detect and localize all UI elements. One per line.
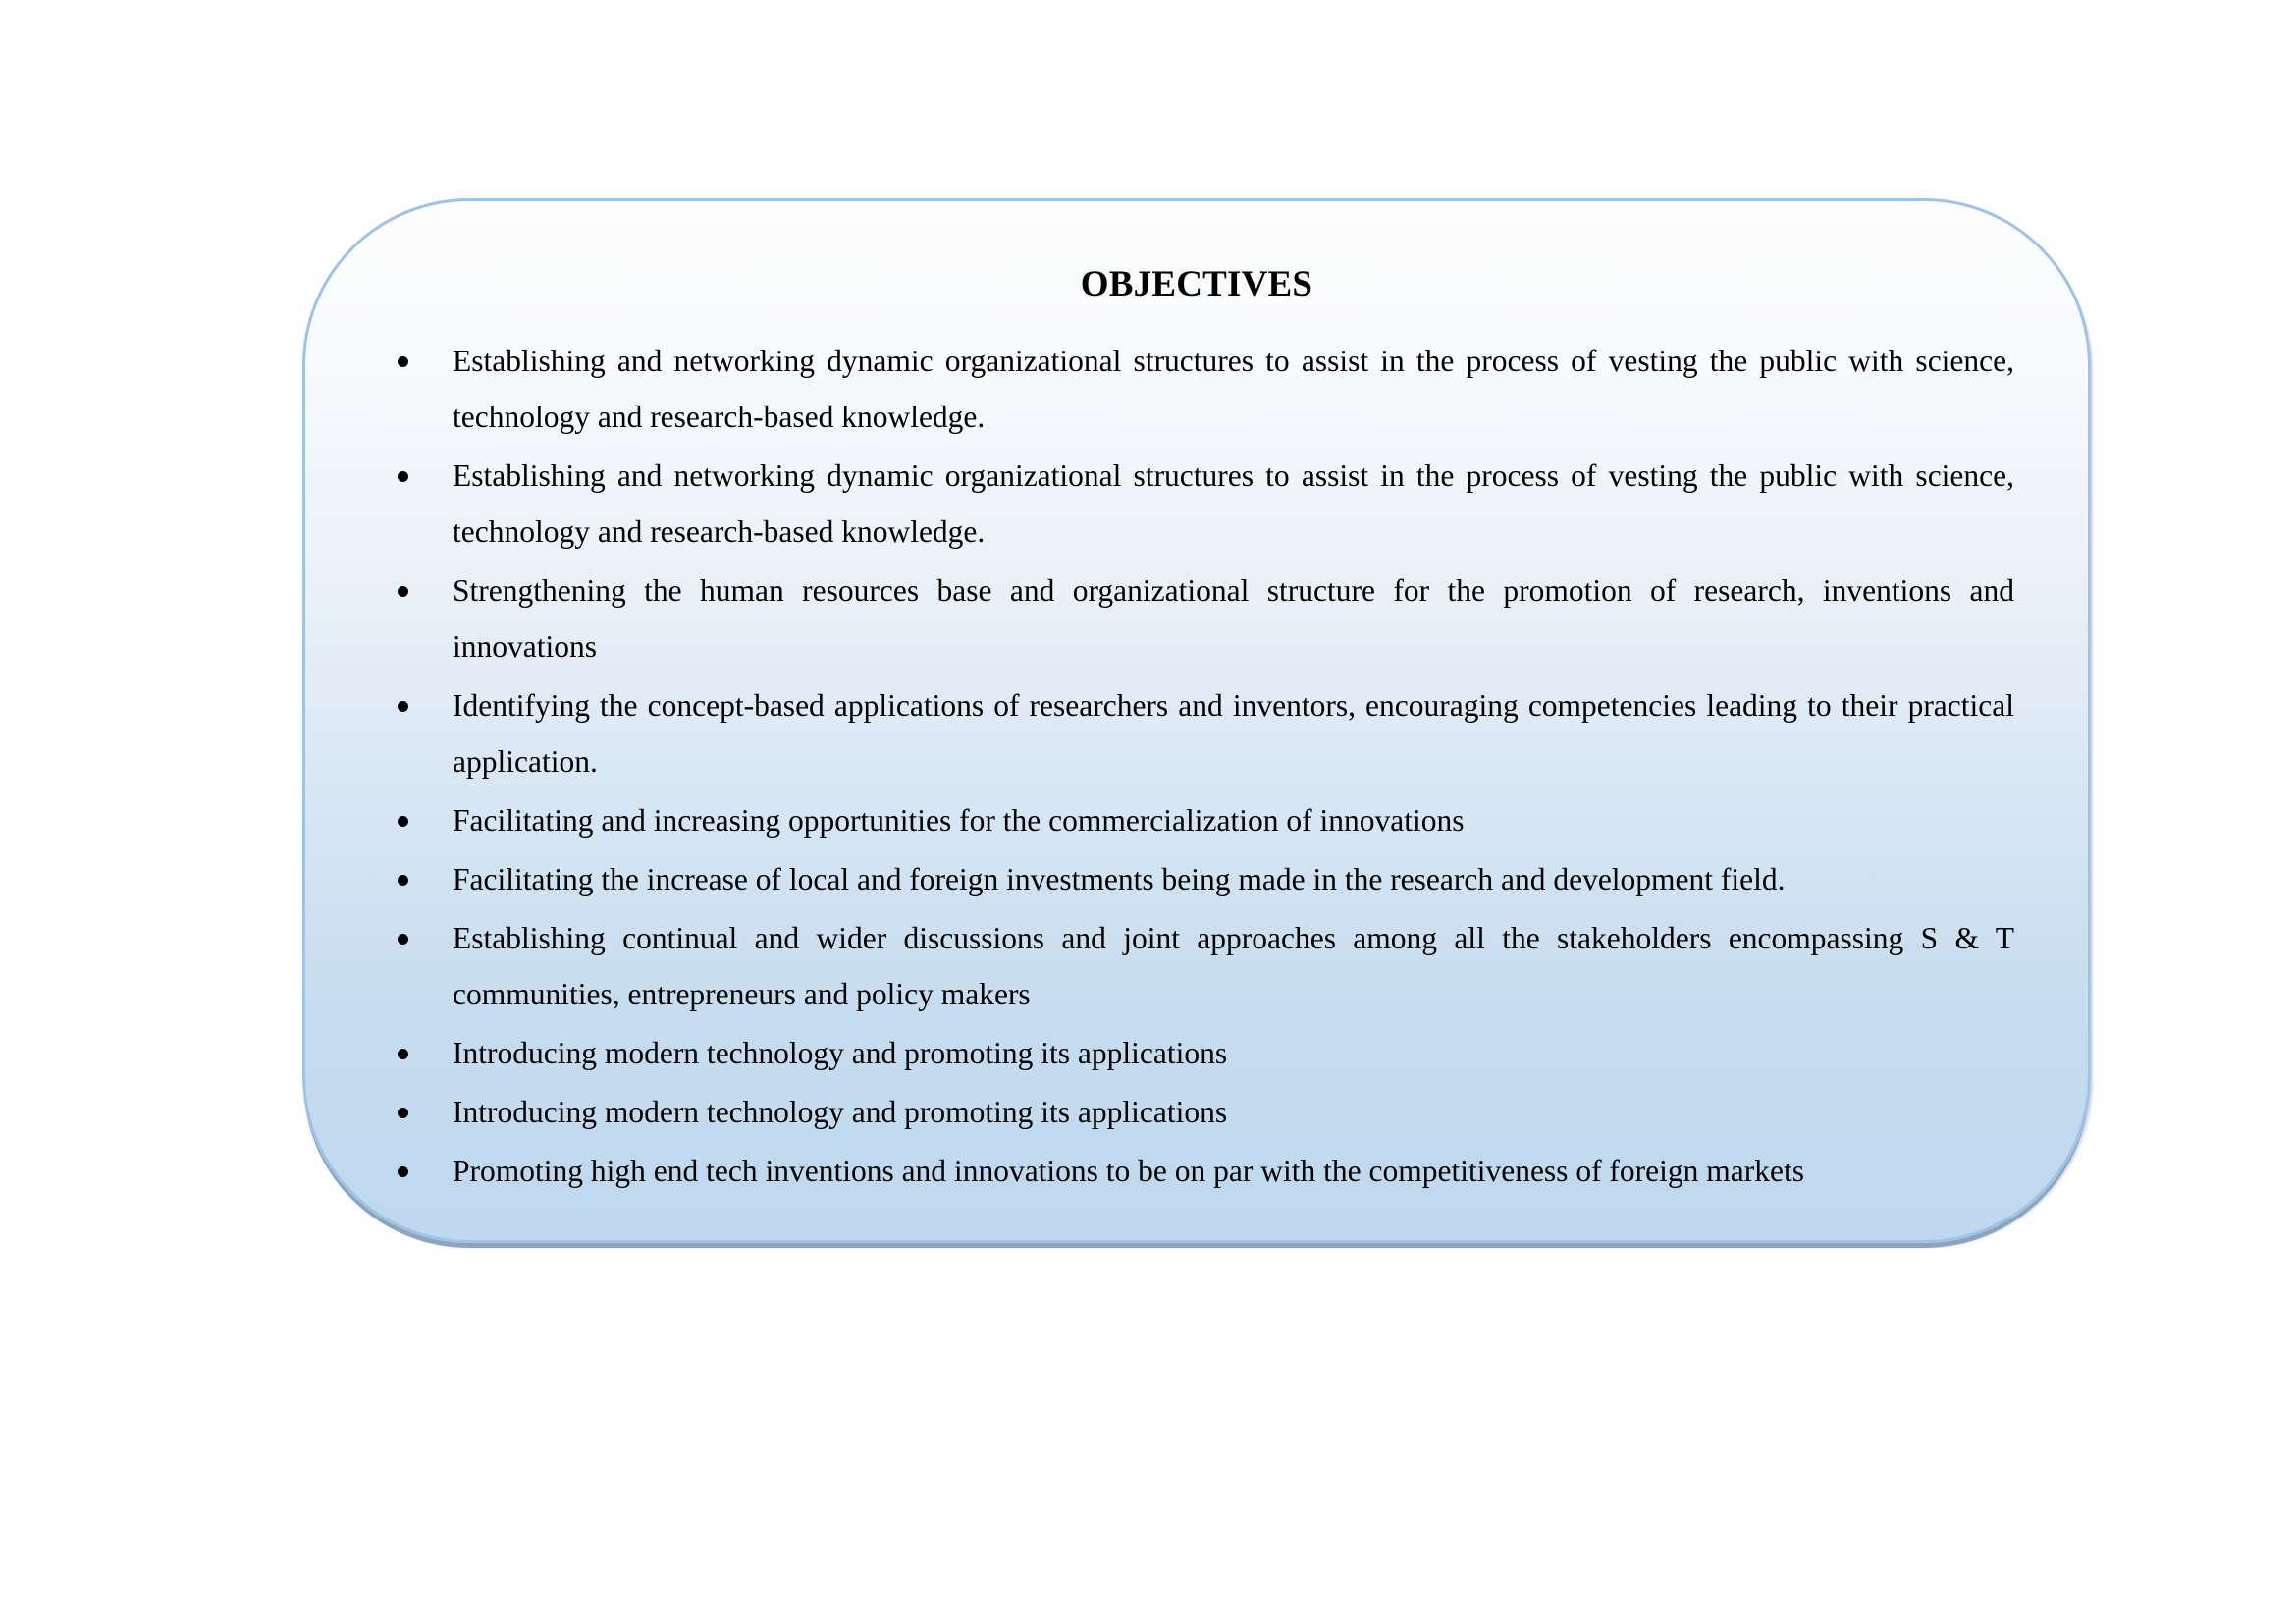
objective-item xyxy=(305,851,2088,907)
objective-item xyxy=(305,563,2088,675)
objectives-title: OBJECTIVES xyxy=(1080,264,1313,304)
objective-text: Identifying the concept-based applications of researchers and inventors, encouraging competencies leading to their practical application. xyxy=(453,688,2014,779)
objective-item xyxy=(305,1084,2088,1140)
objective-text: Strengthening the human resources base and organizational structure for the promotion of research, inventions and innovations xyxy=(453,573,2014,664)
objective-item xyxy=(305,333,2088,445)
objective-item xyxy=(305,1143,2088,1199)
objectives-list xyxy=(305,333,2088,1202)
objective-text: Establishing and networking dynamic organizational structures to assist in the process of vesting the public with science, technology and research-based knowledge. xyxy=(453,459,2014,549)
objective-item xyxy=(305,1025,2088,1081)
objective-text: Introducing modern technology and promoting its applications xyxy=(453,1036,1228,1070)
objective-text: Promoting high end tech inventions and innovations to be on par with the competitiveness of foreign markets xyxy=(453,1154,1804,1188)
objective-item xyxy=(305,910,2088,1022)
objectives-box xyxy=(302,198,2091,1243)
objective-item xyxy=(305,677,2088,789)
objective-text: Establishing continual and wider discussions and joint approaches among all the stakeholders encompassing S & T communities, entrepreneurs and policy makers xyxy=(453,921,2014,1011)
objective-text: Establishing and networking dynamic organizational structures to assist in the process of vesting the public with science, technology and research-based knowledge. xyxy=(453,344,2014,434)
objective-text: Facilitating and increasing opportunities for the commercialization of innovations xyxy=(453,803,1465,838)
objective-text: Introducing modern technology and promoting its applications xyxy=(453,1095,1228,1129)
objective-item xyxy=(305,792,2088,848)
objective-item xyxy=(305,448,2088,560)
objective-text: Facilitating the increase of local and foreign investments being made in the research and development field. xyxy=(453,862,1786,896)
